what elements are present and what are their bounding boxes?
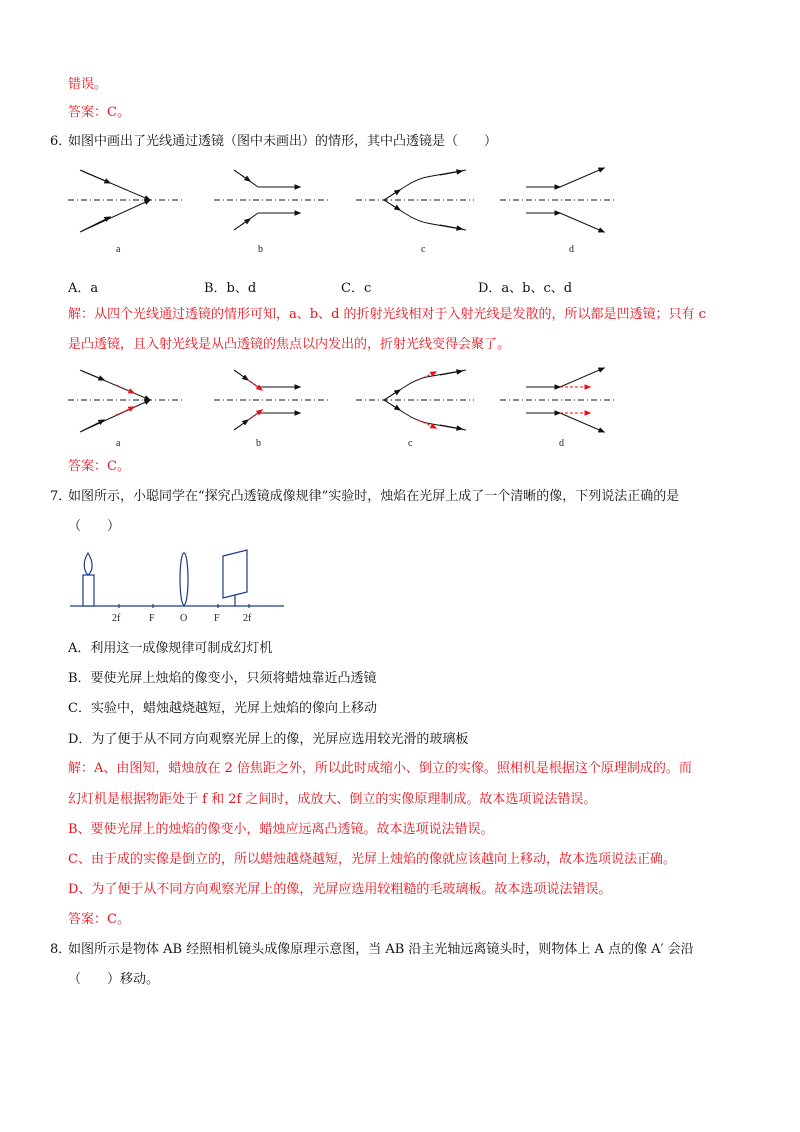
q6-fig-label-a: a xyxy=(116,244,121,255)
q6-option-a[interactable]: A．a xyxy=(68,281,99,296)
q6-number: 6． xyxy=(50,134,72,149)
q6-option-c[interactable]: C．c xyxy=(341,281,372,296)
q6-solution-1: 解：从四个光线通过透镜的情形可知，a、b、d 的折射光线相对于入射光线是发散的，所以都是凹透镜；只有 c xyxy=(68,307,706,322)
q7-axis-2f-right: 2f xyxy=(243,613,252,624)
q7-solution-4: C、由于成的实像是倒立的，所以蜡烛越烧越短，光屏上烛焰的像就应该越向上移动，故本选项说法正确。 xyxy=(68,852,676,867)
q7-figure xyxy=(0,545,800,625)
q7-axis-f-right: F xyxy=(214,613,220,624)
q6-fig-label-c: c xyxy=(421,244,426,255)
q7-option-a[interactable]: A．利用这一成像规律可制成幻灯机 xyxy=(68,641,273,656)
q6-sol-label-d: d xyxy=(559,438,564,449)
q7-option-d[interactable]: D．为了便于从不同方向观察光屏上的像，光屏应选用较光滑的玻璃板 xyxy=(68,732,469,747)
q7-solution-2: 幻灯机是根据物距处于 f 和 2f 之间时，成放大、倒立的实像原理制成。故本选项说法错误。 xyxy=(68,792,597,807)
q6-figure xyxy=(0,160,800,260)
q6-solution-figure xyxy=(0,360,800,460)
q7-option-c[interactable]: C．实验中，蜡烛越烧越短，光屏上烛焰的像向上移动 xyxy=(68,701,377,716)
q6-stem: 如图中画出了光线通过透镜（图中未画出）的情形，其中凸透镜是（ ） xyxy=(68,134,498,149)
q6-fig-label-b: b xyxy=(258,244,263,255)
q6-sol-label-c: c xyxy=(408,438,413,449)
q5-tail-text: 错误。 xyxy=(68,77,108,92)
q7-stem-2: （ ） xyxy=(68,519,121,534)
q8-stem-2: （ ）移动。 xyxy=(68,972,160,987)
q7-solution-1: 解：A、由图知，蜡烛放在 2 倍焦距之外，所以此时成缩小、倒立的实像。照相机是根据这个原理制成的。而 xyxy=(68,761,692,776)
q7-option-b[interactable]: B．要使光屏上烛焰的像变小，只须将蜡烛靠近凸透镜 xyxy=(68,671,377,686)
q5-answer: 答案：C。 xyxy=(68,105,130,120)
q7-solution-5: D、为了便于从不同方向观察光屏上的像，光屏应选用较粗糙的毛玻璃板。故本选项说法错误。 xyxy=(68,882,612,897)
q6-option-b[interactable]: B．b、d xyxy=(204,281,257,296)
q6-option-d[interactable]: D．a、b、c、d xyxy=(478,281,573,296)
q8-number: 8． xyxy=(50,942,72,957)
q7-axis-o: O xyxy=(180,613,188,624)
q7-answer: 答案：C。 xyxy=(68,912,130,927)
q7-axis-2f-left: 2f xyxy=(112,613,121,624)
q7-solution-3: B、要使光屏上的烛焰的像变小，蜡烛应远离凸透镜。故本选项说法错误。 xyxy=(68,822,494,837)
q6-solution-2: 是凸透镜，且入射光线是从凸透镜的焦点以内发出的，折射光线变得会聚了。 xyxy=(68,337,511,352)
q7-stem-1: 如图所示，小聪同学在“探究凸透镜成像规律”实验时，烛焰在光屏上成了一个清晰的像，下列说法正确的是 xyxy=(68,489,680,504)
q7-number: 7． xyxy=(50,489,72,504)
q7-axis-f-left: F xyxy=(149,613,155,624)
q6-answer: 答案：C。 xyxy=(68,459,130,474)
q6-sol-label-b: b xyxy=(256,438,261,449)
q8-stem-1: 如图所示是物体 AB 经照相机镜头成像原理示意图，当 AB 沿主光轴远离镜头时，则物体上 A 点的像 A′ 会沿 xyxy=(68,942,694,957)
q6-fig-label-d: d xyxy=(569,244,574,255)
q6-sol-label-a: a xyxy=(116,438,121,449)
